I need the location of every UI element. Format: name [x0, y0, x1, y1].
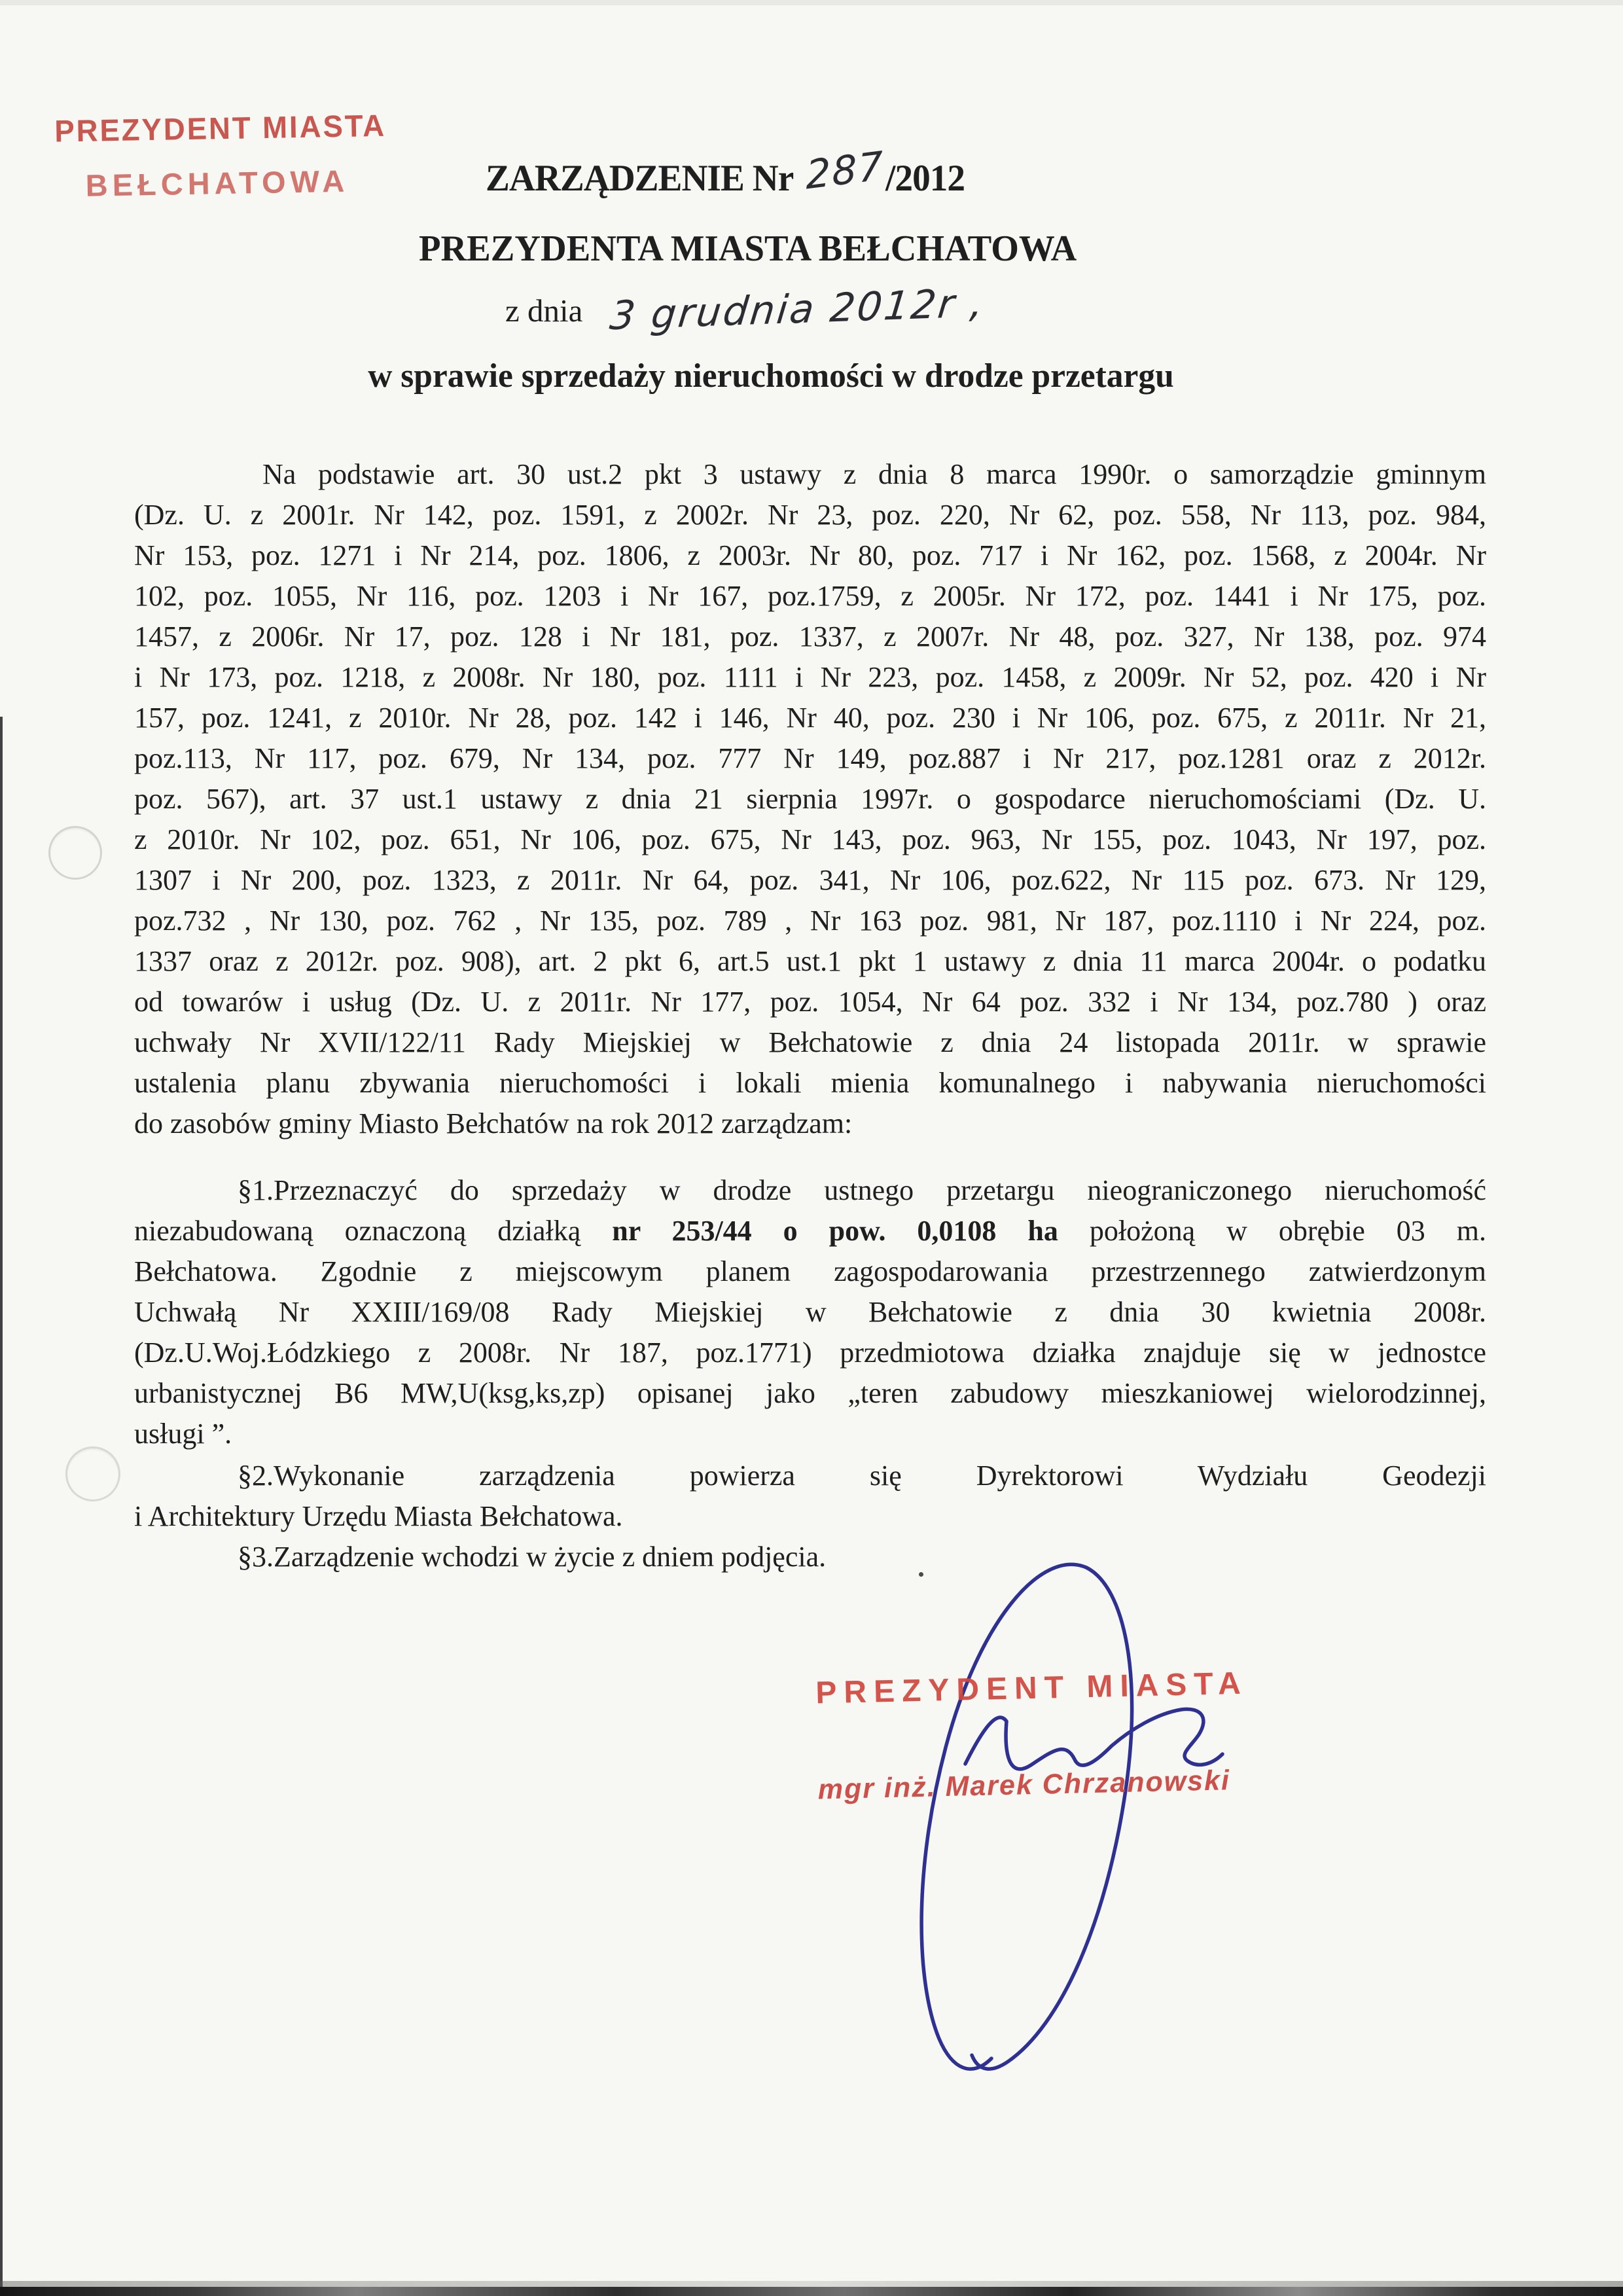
p1l2-parcel-bold: nr 253/44 o pow. 0,0108 ha: [612, 1215, 1058, 1247]
signature-loop-right: [972, 1568, 1132, 2069]
text-line: poz.113, Nr 117, poz. 679, Nr 134, poz. 777 Nr 149, poz.887 i Nr 217, poz.1281 oraz z 2012r.: [134, 742, 1486, 774]
title-prefix: ZARZĄDZENIE Nr: [486, 158, 794, 199]
subject-line-wrap: [0, 357, 1623, 395]
text-line: 1337 oraz z 2012r. poz. 908), art. 2 pkt 6, art.5 ust.1 pkt 1 ustawy z dnia 11 marca 2004r. o podatku: [134, 945, 1486, 977]
p1l2-pre: niezabudowaną oznaczoną działką: [134, 1215, 613, 1247]
text-line: z 2010r. Nr 102, poz. 651, Nr 106, poz. 675, Nr 143, poz. 963, Nr 155, poz. 1043, Nr 197, poz.: [134, 823, 1486, 855]
scan-edge-top: [0, 0, 1623, 5]
document-title: [486, 143, 967, 200]
paragraph-1-line4: Uchwałą Nr XXIII/169/08 Rady Miejskiej w Bełchatowie z dnia 30 kwietnia 2008r.: [134, 1296, 1486, 1328]
text-line: (Dz. U. z 2001r. Nr 142, poz. 1591, z 2002r. Nr 23, poz. 220, Nr 62, poz. 558, Nr 113, poz. 984,: [134, 499, 1486, 531]
paragraph-1-line6: urbanistycznej B6 MW,U(ksg,ks,zp) opisanej jako „teren zabudowy mieszkaniowej wielorodzinnej,: [134, 1377, 1486, 1409]
signature-stamp-title: PREZYDENT MIASTA: [815, 1666, 1249, 1711]
paragraph-1-line7: usługi ”.: [134, 1418, 232, 1450]
title-suffix: /2012: [885, 158, 965, 199]
text-line: i Nr 173, poz. 1218, z 2008r. Nr 180, poz. 1111 i Nr 223, poz. 1458, z 2009r. Nr 52, poz. 420 i Nr: [134, 661, 1486, 693]
paragraph-2-line2: i Architektury Urzędu Miasta Bełchatowa.: [134, 1500, 623, 1532]
punch-hole-top: [48, 826, 102, 880]
document-subtitle: PREZYDENTA MIASTA BEŁCHATOWA: [419, 228, 1077, 269]
paragraph-1-line1: §1.Przeznaczyć do sprzedaży w drodze ustnego przetargu nieograniczonego nieruchomość: [238, 1174, 1486, 1206]
text-line: od towarów i usług (Dz. U. z 2011r. Nr 177, poz. 1054, Nr 64 poz. 332 i Nr 134, poz.780 ) oraz: [134, 986, 1486, 1018]
signature-stamp-name: mgr inż. Marek Chrzanowski: [817, 1765, 1231, 1806]
paragraph-1-line2: [134, 1211, 1486, 1251]
text-line: 157, poz. 1241, z 2010r. Nr 28, poz. 142 i 146, Nr 40, poz. 230 i Nr 106, poz. 675, z 2011r. Nr 21,: [134, 702, 1486, 734]
office-stamp-line2: BEŁCHATOWA: [85, 163, 349, 203]
legal-basis-paragraph: [134, 454, 1486, 1144]
handwritten-signature: [844, 1538, 1276, 2127]
text-line: 1457, z 2006r. Nr 17, poz. 128 i Nr 181, poz. 1337, z 2007r. Nr 48, poz. 327, Nr 138, poz. 974: [134, 620, 1486, 653]
punch-hole-bottom: [65, 1446, 120, 1501]
paragraph-3-line1: §3.Zarządzenie wchodzi w życie z dniem podjęcia.: [238, 1541, 827, 1573]
p1l2-post: położoną w obrębie 03 m.: [1058, 1215, 1487, 1247]
text-line: do zasobów gminy Miasto Bełchatów na rok 2012 zarządzam:: [134, 1107, 853, 1139]
signature-loop-left: [921, 1564, 1086, 2069]
text-line: Nr 153, poz. 1271 i Nr 214, poz. 1806, z 2003r. Nr 80, poz. 717 i Nr 162, poz. 1568, z 2004r. Nr: [134, 539, 1486, 571]
scan-edge-bottom: [0, 2287, 1623, 2296]
title-number-handwritten: 287: [805, 143, 885, 199]
text-line: uchwały Nr XVII/122/11 Rady Miejskiej w Bełchatowie z dnia 24 listopada 2011r. w sprawie: [134, 1026, 1486, 1058]
text-line: Na podstawie art. 30 ust.2 pkt 3 ustawy z dnia 8 marca 1990r. o samorządzie gminnym: [262, 458, 1486, 490]
paragraph-2-line1: §2.Wykonanie zarządzenia powierza się Dyrektorowi Wydziału Geodezji: [238, 1460, 1486, 1492]
text-line: 1307 i Nr 200, poz. 1323, z 2011r. Nr 64, poz. 341, Nr 106, poz.622, Nr 115 poz. 673. Nr 129,: [134, 864, 1486, 896]
paragraph-2: [134, 1456, 1486, 1537]
signature-stamp: [815, 1666, 1251, 1806]
text-line: poz. 567), art. 37 ust.1 ustawy z dnia 21 sierpnia 1997r. o gospodarce nieruchomościami (Dz. U.: [134, 783, 1486, 815]
paragraph-1-line3: Bełchatowa. Zgodnie z miejscowym planem zagospodarowania przestrzennego zatwierdzonym: [134, 1255, 1486, 1287]
paragraph-1-line5: (Dz.U.Woj.Łódzkiego z 2008r. Nr 187, poz.1771) przedmiotowa działka znajduje się w jednostce: [134, 1336, 1486, 1369]
scan-edge-bottom-shadow: [0, 2281, 1623, 2287]
text-line: poz.732 , Nr 130, poz. 762 , Nr 135, poz. 789 , Nr 163 poz. 981, Nr 187, poz.1110 i Nr 224, poz.: [134, 905, 1486, 937]
office-stamp-line1: PREZYDENT MIASTA: [54, 107, 387, 149]
subject-line: w sprawie sprzedaży nieruchomości w drodze przetargu: [368, 357, 1174, 395]
text-line: 102, poz. 1055, Nr 116, poz. 1203 i Nr 167, poz.1759, z 2005r. Nr 172, poz. 1441 i Nr 175, poz.: [134, 580, 1486, 612]
date-handwritten: 3 grudnia 2012r ,: [607, 279, 988, 340]
paragraph-1: [134, 1170, 1486, 1454]
scan-edge-left: [0, 717, 3, 2296]
text-line: ustalenia planu zbywania nieruchomości i lokali mienia komunalnego i nabywania nieruchomości: [134, 1067, 1486, 1099]
date-line: [505, 279, 988, 340]
office-stamp-top-left: [54, 107, 398, 204]
date-printed-label: z dnia: [505, 293, 583, 329]
paragraph-3: [134, 1537, 1486, 1577]
